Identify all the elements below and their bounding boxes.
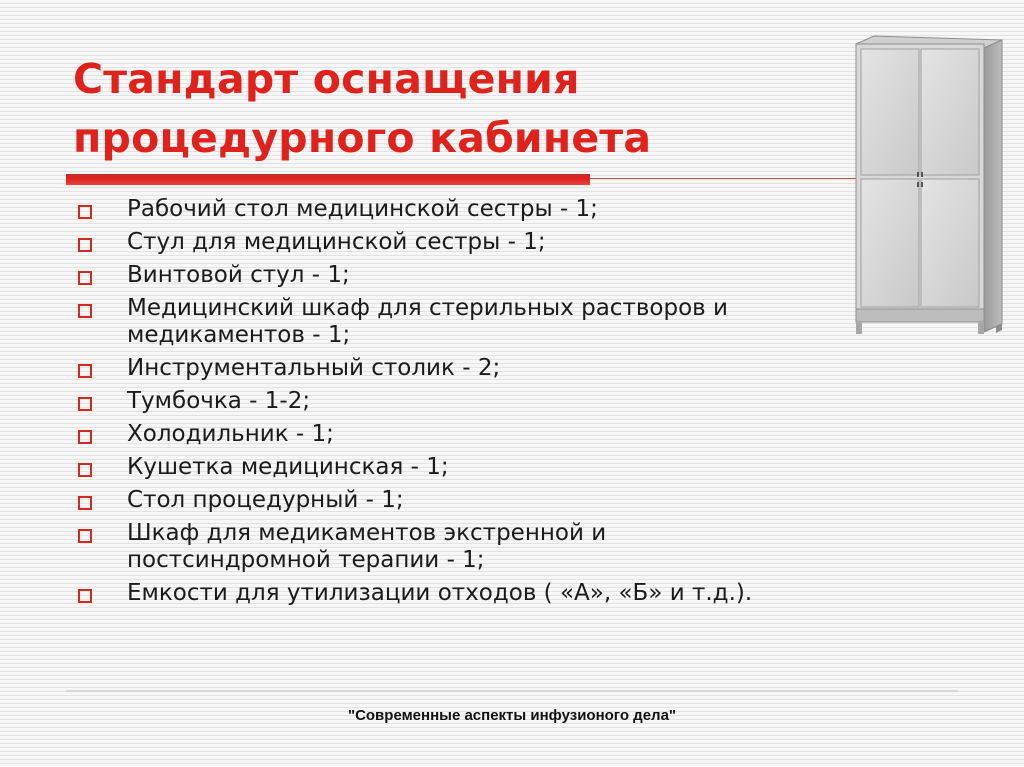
list-item-text: Холодильник - 1; [127, 421, 334, 447]
square-bullet-icon [78, 271, 92, 285]
list-item [78, 388, 898, 415]
square-bullet-icon [78, 205, 92, 219]
title-underline-bar [66, 174, 590, 185]
square-bullet-icon [78, 397, 92, 411]
list-item-text: Шкаф для медикаментов экстренной и [127, 520, 607, 546]
list-item-text: Винтовой стул - 1; [127, 262, 350, 288]
slide-footer: "Современные аспекты инфузионого дела" [347, 707, 677, 724]
title-underline-thin [590, 178, 858, 179]
square-bullet-icon [78, 463, 92, 477]
list-item-text: Стул для медицинской сестры - 1; [127, 229, 546, 255]
list-item [78, 196, 898, 223]
footer-divider [66, 690, 958, 692]
list-item [78, 580, 898, 607]
equipment-list [78, 196, 898, 613]
list-item-text: Рабочий стол медицинской сестры - 1; [127, 196, 598, 222]
list-item [78, 520, 898, 574]
list-item [78, 355, 898, 382]
list-item-text: Стол процедурный - 1; [127, 487, 404, 513]
square-bullet-icon [78, 304, 92, 318]
list-item-text: Тумбочка - 1-2; [127, 388, 311, 414]
square-bullet-icon [78, 238, 92, 252]
list-item [78, 229, 898, 256]
list-item [78, 421, 898, 448]
list-item [78, 262, 898, 289]
list-item-text: Кушетка медицинская - 1; [127, 454, 449, 480]
slide-title-line-2: процедурного кабинета [73, 114, 652, 162]
slide-title [73, 50, 833, 168]
list-item-text-continued: медикаментов - 1; [127, 322, 351, 348]
list-item [78, 487, 898, 514]
list-item-text-continued: постсиндромной терапии - 1; [127, 547, 485, 573]
square-bullet-icon [78, 430, 92, 444]
list-item [78, 295, 898, 349]
square-bullet-icon [78, 496, 92, 510]
list-item [78, 454, 898, 481]
list-item-text: Медицинский шкаф для стерильных растворов и [127, 295, 728, 321]
slide-title-line-1: Стандарт оснащения [73, 55, 580, 103]
square-bullet-icon [78, 364, 92, 378]
list-item-text: Емкости для утилизации отходов ( «А», «Б» и т.д.). [127, 580, 753, 606]
square-bullet-icon [78, 529, 92, 543]
square-bullet-icon [78, 589, 92, 603]
list-item-text: Инструментальный столик - 2; [127, 355, 501, 381]
